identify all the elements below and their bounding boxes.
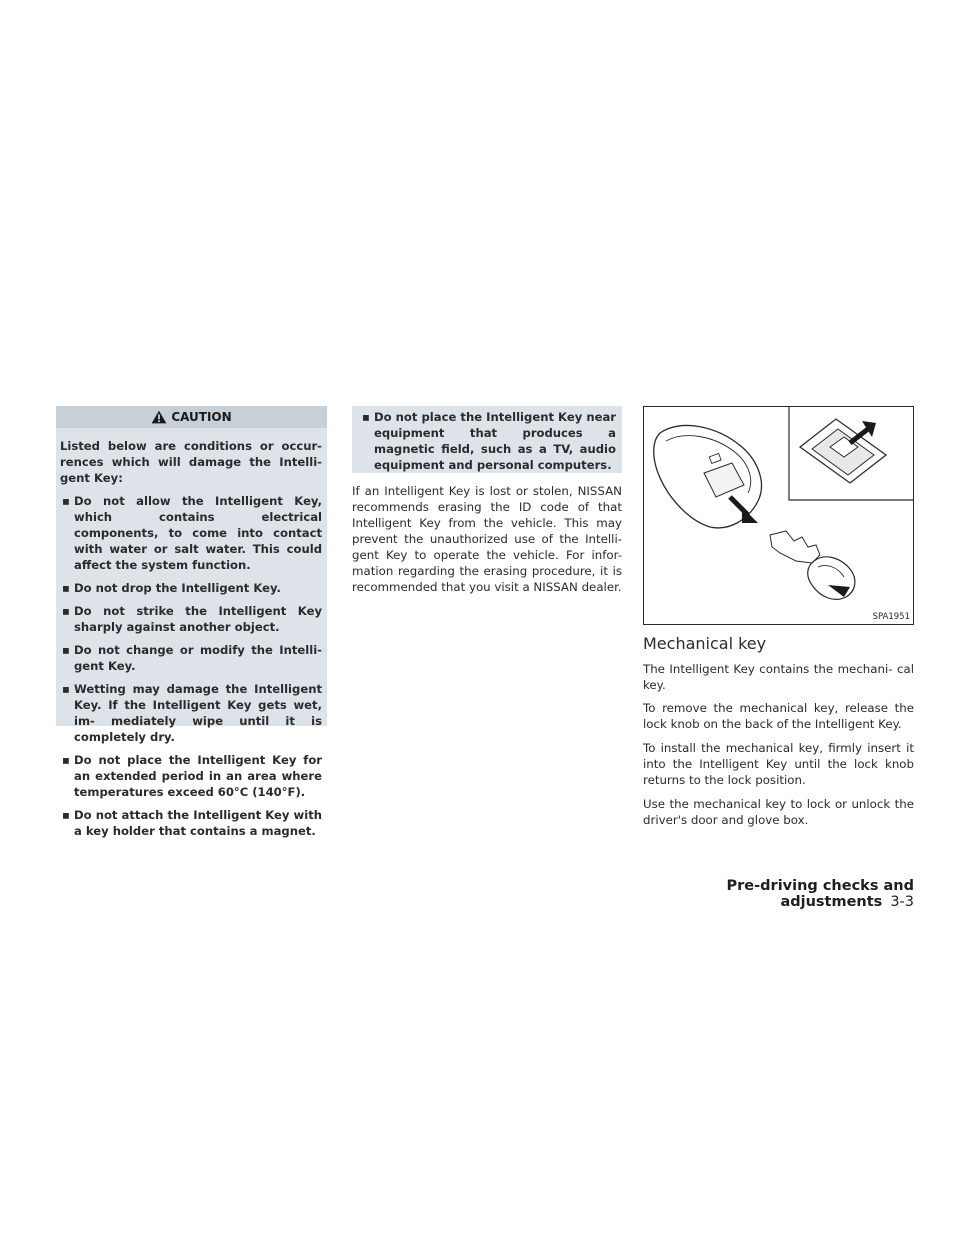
caution-item: ▪ Do not attach the Intelligent Key with a key holder that contains a magnet. (60, 807, 322, 839)
caution-box-continued (352, 406, 622, 473)
caution-item: ▪ Do not strike the Intelligent Key sharply against another object. (60, 603, 322, 635)
mechanical-key-paragraph: To install the mechanical key, firmly insert it into the Intelligent Key until the lock knob returns to the lock position. (643, 741, 914, 787)
mechanical-key-paragraph: The Intelligent Key contains the mechani- cal key. (643, 662, 914, 692)
page-number: 3-3 (890, 894, 914, 910)
caution-item: ▪ Do not drop the Intelligent Key. (60, 580, 322, 596)
figure-code: SPA1951 (872, 612, 910, 622)
mechanical-key-paragraph: To remove the mechanical key, release the lock knob on the back of the Intelligent Key. (643, 701, 914, 731)
caution-heading: CAUTION (171, 410, 232, 424)
erase-id-paragraph: If an Intelligent Key is lost or stolen, NISSAN recommends erasing the ID code of that Intelligent Key from the vehicle. This may prevent the unauthorized use of the Intelli- gent Key to operate the vehicle. For infor- mation regarding the erasing procedure, it is recommended that you visit a NISSAN dealer. (352, 484, 622, 594)
caution-item: ▪ Do not change or modify the Intelli- gent Key. (60, 642, 322, 674)
caution-item: ▪ Do not place the Intelligent Key near equipment that produces a magnetic field, such as a TV, audio equipment and personal computers. (360, 409, 616, 473)
mechanical-key-paragraph: Use the mechanical key to lock or unlock the driver's door and glove box. (643, 797, 914, 827)
caution-intro: Listed below are conditions or occur- rences which will damage the Intelli- gent Key: (60, 439, 322, 485)
intelligent-key-illustration (644, 407, 913, 624)
intelligent-key-figure (643, 406, 914, 625)
page-footer (600, 878, 914, 910)
caution-item: ▪ Do not place the Intelligent Key for an extended period in an area where temperatures exceed 60°C (140°F). (60, 752, 322, 800)
warning-triangle-icon (151, 410, 167, 424)
caution-item: ▪ Wetting may damage the Intelligent Key. If the Intelligent Key gets wet, im- mediately wipe until it is completely dry. (60, 681, 322, 745)
section-heading-mechanical-key: Mechanical key (643, 634, 767, 653)
caution-box (56, 406, 327, 838)
caution-list-continued (360, 409, 616, 473)
caution-header (56, 406, 327, 428)
caution-item: ▪ Do not allow the Intelligent Key, which contains electrical components, to come into contact with water or salt water. This could affect the system function. (60, 493, 322, 573)
footer-section-title: Pre-driving checks and adjustments (726, 878, 914, 910)
caution-list (60, 493, 322, 839)
